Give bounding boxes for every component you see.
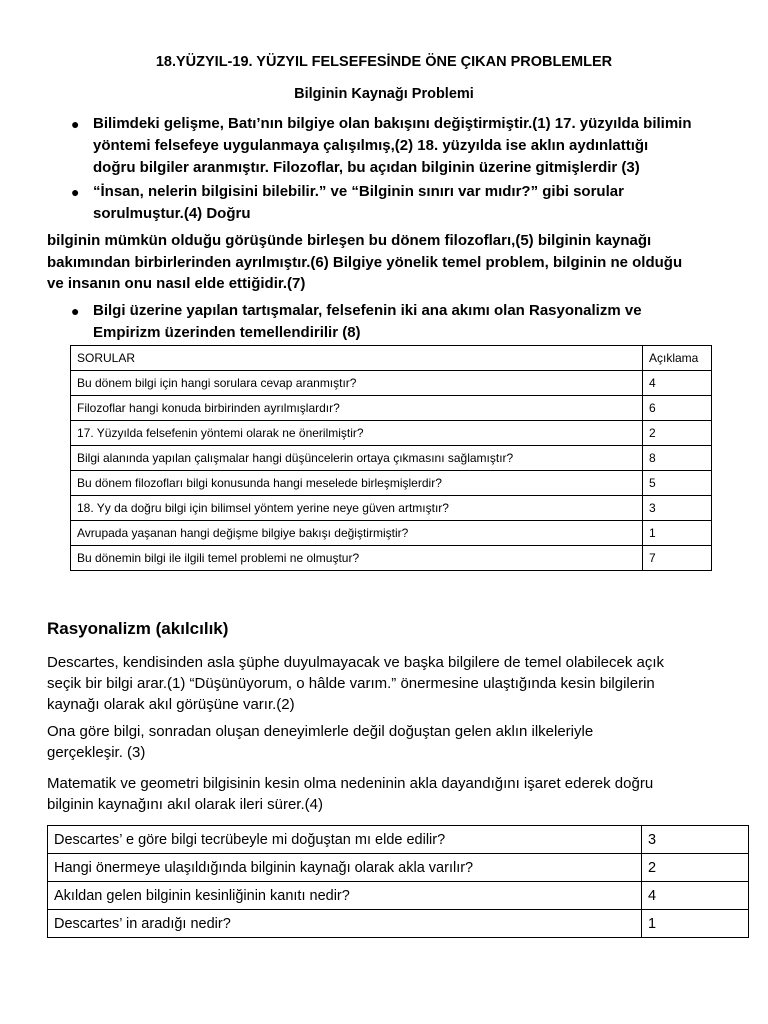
- question-cell: Bu dönemin bilgi ile ilgili temel problemi ne olmuştur?: [71, 546, 643, 571]
- table-row: [71, 521, 712, 546]
- paragraph-2-line-1: Ona göre bilgi, sonradan oluşan deneyimlerle değil doğuştan gelen aklın ilkeleriyle: [47, 723, 594, 740]
- answer-cell: 4: [642, 882, 749, 910]
- table-row: [48, 882, 749, 910]
- answer-cell: 2: [643, 421, 712, 446]
- table-header-row: [71, 346, 712, 371]
- section-heading: Rasyonalizm (akılcılık): [47, 619, 229, 638]
- answer-cell: 1: [643, 521, 712, 546]
- question-cell: Akıldan gelen bilginin kesinliğinin kanıtı nedir?: [48, 882, 642, 910]
- document-subtitle: Bilginin Kaynağı Problemi: [294, 86, 474, 102]
- answer-cell: 3: [642, 826, 749, 854]
- question-cell: Descartes’ in aradığı nedir?: [48, 910, 642, 938]
- bullet-1-line-3: doğru bilgiler aranmıştır. Filozoflar, bu açıdan bilginin üzerine gitmişlerdir (3): [93, 159, 640, 176]
- bullet-2-line-2: sorulmuştur.(4) Doğru: [93, 205, 251, 222]
- answer-cell: 6: [643, 396, 712, 421]
- bullet-item-3: [71, 300, 733, 344]
- paragraph-1: [47, 652, 737, 715]
- answer-cell: 5: [643, 471, 712, 496]
- paragraph-3-line-1: Matematik ve geometri bilgisinin kesin olma nedeninin akla dayandığını işaret ederek doğru: [47, 775, 654, 792]
- bold-paragraph: [47, 230, 737, 295]
- table-row: [48, 826, 749, 854]
- table-row: [71, 546, 712, 571]
- paragraph-2: [47, 721, 737, 763]
- question-cell: Descartes’ e göre bilgi tecrübeyle mi doğuştan mı elde edilir?: [48, 826, 642, 854]
- bullet-1-line-2: yöntemi felsefeye uygulanmaya çalışılmış,(2) 18. yüzyılda ise aklın aydınlattığı: [93, 137, 649, 154]
- paragraph-1-line-1: Descartes, kendisinden asla şüphe duyulmayacak ve başka bilgilere de temel olabilecek açık: [47, 654, 665, 671]
- questions-table-2: [47, 825, 749, 938]
- bullet-1-line-1: Bilimdeki gelişme, Batı’nın bilgiye olan bakışını değiştirmiştir.(1) 17. yüzyılda bilimin: [93, 115, 692, 132]
- answer-cell: 7: [643, 546, 712, 571]
- question-cell: Bu dönem bilgi için hangi sorulara cevap aranmıştır?: [71, 371, 643, 396]
- question-cell: 18. Yy da doğru bilgi için bilimsel yöntem yerine neye güven artmıştır?: [71, 496, 643, 521]
- table-row: [48, 854, 749, 882]
- paragraph-3-line-2: bilginin kaynağını akıl olarak ileri sürer.(4): [47, 796, 323, 813]
- bold-paragraph-line-3: ve insanın onu nasıl elde ettiğidir.(7): [47, 275, 306, 292]
- answer-cell: 4: [643, 371, 712, 396]
- bullet-2-line-1: “İnsan, nelerin bilgisini bilebilir.” ve “Bilginin sınırı var mıdır?” gibi sorular: [93, 183, 624, 200]
- bullet-dot-icon: ●: [71, 303, 80, 319]
- questions-table-1: [70, 345, 712, 571]
- answer-cell: 3: [643, 496, 712, 521]
- bullet-dot-icon: ●: [71, 184, 80, 200]
- bullet-3-line-1: Bilgi üzerine yapılan tartışmalar, felsefenin iki ana akımı olan Rasyonalizm ve: [93, 302, 642, 319]
- answer-cell: 1: [642, 910, 749, 938]
- paragraph-1-line-2: seçik bir bilgi arar.(1) “Düşünüyorum, o hâlde varım.” önermesine ulaştığında kesin bilgilerin: [47, 675, 655, 692]
- header-questions: SORULAR: [71, 346, 643, 371]
- table-row: [71, 371, 712, 396]
- bullet-3-line-2: Empirizm üzerinden temellendirilir (8): [93, 324, 361, 341]
- question-cell: Filozoflar hangi konuda birbirinden ayrılmışlardır?: [71, 396, 643, 421]
- paragraph-3: [47, 773, 737, 815]
- table-row: [71, 396, 712, 421]
- document-title: 18.YÜZYIL-19. YÜZYIL FELSEFESİNDE ÖNE ÇIKAN PROBLEMLER: [155, 54, 613, 70]
- question-cell: Hangi önermeye ulaşıldığında bilginin kaynağı olarak akla varılır?: [48, 854, 642, 882]
- bold-paragraph-line-1: bilginin mümkün olduğu görüşünde birleşen bu dönem filozofları,(5) bilginin kaynağı: [47, 232, 652, 249]
- table-row: [71, 446, 712, 471]
- paragraph-1-line-3: kaynağı olarak akıl görüşüne varır.(2): [47, 696, 295, 713]
- bullet-dot-icon: ●: [71, 116, 80, 132]
- bullet-item-1: [71, 113, 733, 179]
- table-row: [71, 496, 712, 521]
- answer-cell: 2: [642, 854, 749, 882]
- bullet-item-2: [71, 181, 733, 225]
- paragraph-2-line-2: gerçekleşir. (3): [47, 744, 146, 761]
- question-cell: Bu dönem filozofları bilgi konusunda hangi meselede birleşmişlerdir?: [71, 471, 643, 496]
- question-cell: Bilgi alanında yapılan çalışmalar hangi düşüncelerin ortaya çıkmasını sağlamıştır?: [71, 446, 643, 471]
- table-row: [71, 471, 712, 496]
- table-row: [71, 421, 712, 446]
- bold-paragraph-line-2: bakımından birbirlerinden ayrılmıştır.(6) Bilgiye yönelik temel problem, bilginin ne olduğu: [47, 253, 683, 271]
- header-answer: Açıklama: [643, 346, 712, 371]
- question-cell: Avrupada yaşanan hangi değişme bilgiye bakışı değiştirmiştir?: [71, 521, 643, 546]
- question-cell: 17. Yüzyılda felsefenin yöntemi olarak ne önerilmiştir?: [71, 421, 643, 446]
- answer-cell: 8: [643, 446, 712, 471]
- table-row: [48, 910, 749, 938]
